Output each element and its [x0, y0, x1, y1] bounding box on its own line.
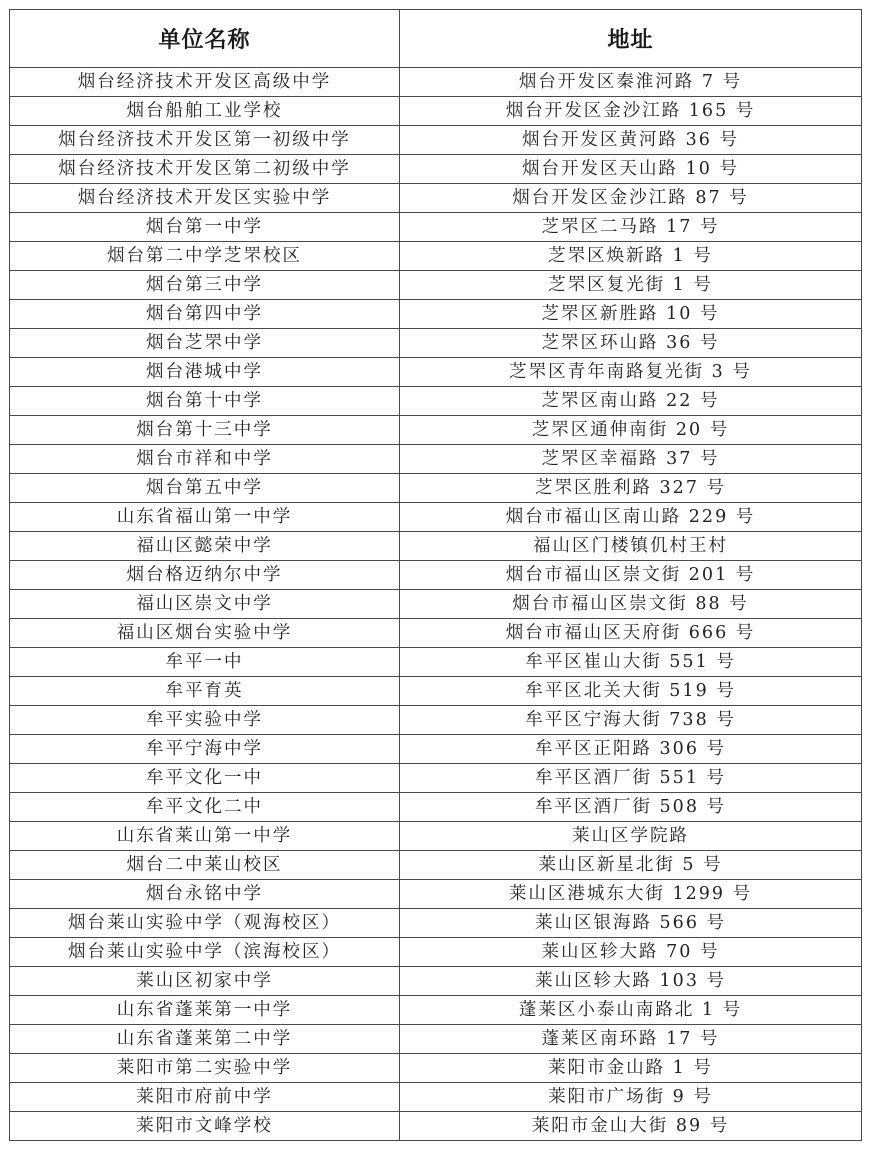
- table-row: [10, 416, 862, 445]
- unit-name-cell: 牟平宁海中学: [10, 735, 400, 764]
- table-row: [10, 677, 862, 706]
- unit-name-cell: 烟台第三中学: [10, 271, 400, 300]
- table-body: [10, 68, 862, 1141]
- address-cell: 芝罘区新胜路 10 号: [400, 300, 862, 329]
- unit-name-cell: 烟台第五中学: [10, 474, 400, 503]
- table-row: [10, 329, 862, 358]
- table-row: [10, 648, 862, 677]
- school-address-table-container: [9, 9, 861, 1141]
- table-row: [10, 300, 862, 329]
- address-cell: 烟台市福山区崇文街 201 号: [400, 561, 862, 590]
- address-cell: 蓬莱区南环路 17 号: [400, 1025, 862, 1054]
- unit-name-cell: 烟台永铭中学: [10, 880, 400, 909]
- table-row: [10, 532, 862, 561]
- table-row: [10, 503, 862, 532]
- unit-name-cell: 山东省蓬莱第一中学: [10, 996, 400, 1025]
- unit-name-cell: 山东省莱山第一中学: [10, 822, 400, 851]
- unit-name-cell: 山东省福山第一中学: [10, 503, 400, 532]
- unit-name-cell: 烟台格迈纳尔中学: [10, 561, 400, 590]
- address-cell: 烟台开发区黄河路 36 号: [400, 126, 862, 155]
- unit-name-cell: 牟平文化一中: [10, 764, 400, 793]
- school-address-table: [9, 9, 862, 1141]
- table-row: [10, 358, 862, 387]
- table-row: [10, 184, 862, 213]
- table-row: [10, 851, 862, 880]
- table-row: [10, 1083, 862, 1112]
- address-cell: 莱山区新星北街 5 号: [400, 851, 862, 880]
- address-cell: 牟平区北关大街 519 号: [400, 677, 862, 706]
- table-row: [10, 445, 862, 474]
- unit-name-cell: 莱阳市府前中学: [10, 1083, 400, 1112]
- address-cell: 莱山区港城东大街 1299 号: [400, 880, 862, 909]
- unit-name-cell: 烟台市祥和中学: [10, 445, 400, 474]
- unit-name-cell: 烟台第一中学: [10, 213, 400, 242]
- unit-name-cell: 牟平育英: [10, 677, 400, 706]
- unit-name-cell: 山东省蓬莱第二中学: [10, 1025, 400, 1054]
- address-cell: 莱山区轸大路 103 号: [400, 967, 862, 996]
- unit-name-cell: 莱阳市文峰学校: [10, 1112, 400, 1141]
- table-row: [10, 764, 862, 793]
- address-cell: 芝罘区胜利路 327 号: [400, 474, 862, 503]
- table-row: [10, 880, 862, 909]
- address-cell: 芝罘区焕新路 1 号: [400, 242, 862, 271]
- unit-name-cell: 福山区烟台实验中学: [10, 619, 400, 648]
- address-cell: 牟平区崔山大街 551 号: [400, 648, 862, 677]
- table-row: [10, 619, 862, 648]
- table-row: [10, 793, 862, 822]
- address-cell: 牟平区正阳路 306 号: [400, 735, 862, 764]
- address-cell: 蓬莱区小泰山南路北 1 号: [400, 996, 862, 1025]
- address-cell: 牟平区酒厂街 551 号: [400, 764, 862, 793]
- unit-name-cell: 牟平文化二中: [10, 793, 400, 822]
- table-row: [10, 68, 862, 97]
- unit-name-cell: 烟台船舶工业学校: [10, 97, 400, 126]
- unit-name-cell: 烟台经济技术开发区高级中学: [10, 68, 400, 97]
- unit-name-cell: 牟平一中: [10, 648, 400, 677]
- unit-name-cell: 烟台经济技术开发区第一初级中学: [10, 126, 400, 155]
- unit-name-cell: 烟台经济技术开发区实验中学: [10, 184, 400, 213]
- table-row: [10, 967, 862, 996]
- address-cell: 芝罘区幸福路 37 号: [400, 445, 862, 474]
- address-cell: 莱阳市广场街 9 号: [400, 1083, 862, 1112]
- table-row: [10, 126, 862, 155]
- table-row: [10, 561, 862, 590]
- unit-name-cell: 福山区懿荣中学: [10, 532, 400, 561]
- address-cell: 芝罘区通伸南街 20 号: [400, 416, 862, 445]
- address-cell: 莱山区银海路 566 号: [400, 909, 862, 938]
- address-cell: 烟台开发区秦淮河路 7 号: [400, 68, 862, 97]
- table-row: [10, 706, 862, 735]
- address-cell: 芝罘区环山路 36 号: [400, 329, 862, 358]
- table-row: [10, 1112, 862, 1141]
- address-cell: 芝罘区青年南路复光街 3 号: [400, 358, 862, 387]
- unit-name-cell: 烟台第四中学: [10, 300, 400, 329]
- table-row: [10, 735, 862, 764]
- address-cell: 福山区门楼镇仉村王村: [400, 532, 862, 561]
- unit-name-cell: 莱阳市第二实验中学: [10, 1054, 400, 1083]
- table-row: [10, 97, 862, 126]
- table-row: [10, 909, 862, 938]
- address-cell: 烟台市福山区天府街 666 号: [400, 619, 862, 648]
- table-row: [10, 271, 862, 300]
- unit-name-cell: 莱山区初家中学: [10, 967, 400, 996]
- table-header-row: [10, 10, 862, 68]
- address-cell: 烟台开发区金沙江路 165 号: [400, 97, 862, 126]
- unit-name-cell: 烟台港城中学: [10, 358, 400, 387]
- address-cell: 莱山区轸大路 70 号: [400, 938, 862, 967]
- address-cell: 莱山区学院路: [400, 822, 862, 851]
- header-unit-name: 单位名称: [10, 10, 400, 68]
- address-cell: 芝罘区复光街 1 号: [400, 271, 862, 300]
- table-row: [10, 938, 862, 967]
- address-cell: 莱阳市金山大街 89 号: [400, 1112, 862, 1141]
- address-cell: 烟台开发区金沙江路 87 号: [400, 184, 862, 213]
- address-cell: 烟台市福山区南山路 229 号: [400, 503, 862, 532]
- table-row: [10, 474, 862, 503]
- address-cell: 牟平区宁海大街 738 号: [400, 706, 862, 735]
- table-row: [10, 822, 862, 851]
- unit-name-cell: 牟平实验中学: [10, 706, 400, 735]
- unit-name-cell: 烟台第二中学芝罘校区: [10, 242, 400, 271]
- unit-name-cell: 烟台第十三中学: [10, 416, 400, 445]
- address-cell: 芝罘区南山路 22 号: [400, 387, 862, 416]
- table-row: [10, 213, 862, 242]
- table-row: [10, 155, 862, 184]
- header-address: 地址: [400, 10, 862, 68]
- unit-name-cell: 烟台第十中学: [10, 387, 400, 416]
- address-cell: 烟台开发区天山路 10 号: [400, 155, 862, 184]
- table-row: [10, 996, 862, 1025]
- table-row: [10, 1054, 862, 1083]
- table-row: [10, 387, 862, 416]
- unit-name-cell: 烟台莱山实验中学（滨海校区）: [10, 938, 400, 967]
- table-row: [10, 242, 862, 271]
- unit-name-cell: 福山区崇文中学: [10, 590, 400, 619]
- table-row: [10, 1025, 862, 1054]
- address-cell: 芝罘区二马路 17 号: [400, 213, 862, 242]
- unit-name-cell: 烟台经济技术开发区第二初级中学: [10, 155, 400, 184]
- unit-name-cell: 烟台二中莱山校区: [10, 851, 400, 880]
- address-cell: 牟平区酒厂街 508 号: [400, 793, 862, 822]
- address-cell: 莱阳市金山路 1 号: [400, 1054, 862, 1083]
- unit-name-cell: 烟台芝罘中学: [10, 329, 400, 358]
- unit-name-cell: 烟台莱山实验中学（观海校区）: [10, 909, 400, 938]
- address-cell: 烟台市福山区崇文街 88 号: [400, 590, 862, 619]
- table-row: [10, 590, 862, 619]
